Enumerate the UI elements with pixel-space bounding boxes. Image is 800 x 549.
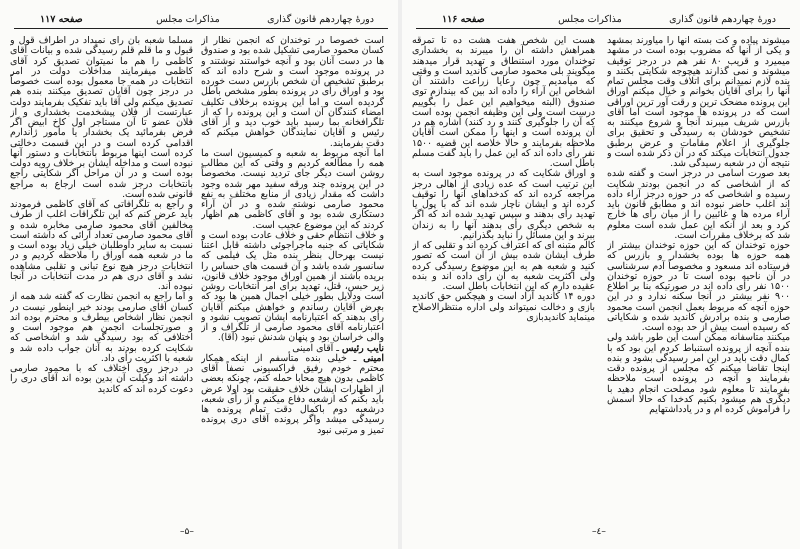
paragraph: و اوراق شکایت که در پرونده موجود است به این ترتیب است که عده زیادی از اهالی درجز مراجعه کرده اند که کدخداهای آنها را توقیف کرده اند و ایشان ناچار شده اند که با پول یا تهدید رأی بدهند و سپس تهدید شده اند که اگر به شخص دیگری رأی بدهند آنها را به زندان ببرند و این مسائل را نباید بگذرانیم. bbox=[412, 168, 595, 241]
page-footer-number: –۵– bbox=[180, 527, 194, 537]
text-column-right bbox=[607, 36, 790, 522]
paragraph: و خلاف انتظام حقی و خلاف عادت بوده است و شکایاتی که جنبه ماجراجوئی داشته قابل اعتنا نیست بهرحال بنظر بنده مثل یک فیلمی که سانسور شده باشد و آن قسمت های حساس را بریده باشند از همین اوراق موجود خلاف قانون، زیر حبس، قتل، تهدید برای امر انتخابات روشن است ودلایل بطور خیلی اجمال همین ها بود که بعرض آقایان رساندم و خواهش میکنم آقایان رأی بدهند که اعتبارنامه ایشان تصویب نشود و اعتبارنامه آقای محمود صارمی از تلگراف و از والی خراسان بود و پنهان شدنش نبود (آقا). bbox=[201, 229, 384, 344]
paragraph: مسلماً شعبه بآن رأی نمیداد در اطراف قول و قبول و ما قلم قلم رسیدگی شده و بیانات آقای کاظمی را هم ما نمیتوان تصدیق کرد آقای کاظمی میفرمایند مداخلات دولت در امر انتخابات در همه جا معمول بوده است خصوصاً در درجز چون آقایان تصدیق میکنند بنده هم تصدیق میکنم ولی آقا باید تفکیک بفرمایند دولت عبارتست از فلان پیشخدمت بخشداری و از فلان عضو تا آن مستاجر اول کاخ ابیض اگر فرض بفرمائید یک بخشدار یا مأمور ژاندارم اقدامی کرده است و در این قسمت دخالتی کرده است اینها مربوط بانتخابات و دستور آنها نبوده است و مداخله ایشان بر خلاف رویه دولت بوده است و در آن مراحل اگر شکایتی راجع بانتخابات درجز شده است ارجاع به مراجع قانونی شده است. bbox=[10, 36, 193, 200]
speaker-text: ـ آقای امینی bbox=[292, 342, 339, 354]
speaker-text: ـ خیلی بنده متأسفم از اینکه همکار محترم خودم رفیق فراکسیونی نصفاً آقای کاظمی بدون هیچ محابا حمله کنم، چونکه بعضی از اظهارات ایشان خلاف حقیقت بود اولا عرض باید بکنم که ازشعبه دفاع میکنم و از رأی شعبه، درشعبه دوم باکمال دقت تمام پرونده ها رسیدگی میشد واگر پرونده آقای دری پرونده تمیز و مرتبی نبود bbox=[201, 352, 384, 436]
speaker-line bbox=[201, 354, 384, 436]
text-column-right bbox=[201, 36, 384, 522]
header-title: مذاکرات مجلس bbox=[156, 14, 220, 25]
running-header bbox=[416, 12, 790, 29]
paragraph: کالم متبنه ای که اعتراف کرده اند و تقلبی که از طرف ایشان شده بیش از آن است که تصور کنید و شعبه هم به این موضوع رسیدگی کرده ولی اکثریت شعبه به آن رأی داده اند و بنده عقیده دارم که این انتخابات باطل است. bbox=[412, 240, 595, 292]
speaker-name: امینی bbox=[363, 352, 384, 364]
text-column-left bbox=[412, 36, 595, 522]
paragraph: است خصوصاً در توخندان که انجمن نظار از کسان محمود صارمی تشکیل شده بود و صندوق ها در دست آنان بود و آنچه خواستند نوشتند و در پرونده موجود است و شرح داده اند که برطبق تشخیص آن شخص بازرس دست خورده بود و اوراق رأی در پرونده بطور مشخص باطل گردیده است و اما این پرونده برخلاف تکلیف امضاء کنندگان آن است و این پرونده را که از تلگرافخانه بما رسید باید خوب دید و از آقای رئیس و آقایان نمایندگان خواهش میکنم که دقت بفرمایند. bbox=[201, 36, 384, 149]
paragraph: اما آنچه مربوط به شعبه و کمیسیون است ما همه را مطالعه کردیم و وقتی که این مطالب روشن است دیگر جای تردید نیست. مخصوصاً در این پرونده چند ورقه سفید مهر شده وجود داشت که مقدار زیادی از منابع مختلف به نفع محمود صارمی نوشته شده و در آن آراء دستکاری شده بود و آقای کاظمی هم اظهار کردند که این موضوع عجیب است. bbox=[201, 147, 384, 231]
paragraph: و اما راجع به انجمن نظارت که گفته شد همه از کسان آقای صارمی بودند خیر اینطور نیست در انجمن نظار اشخاص بیطرف و محترم بوده اند و صورتجلسات انجمن هم موجود است و اختلافی که بود رسیدگی شد و اشخاصی که شکایت کرده بودند به آنان جواب داده شد و شعبه با اکثریت رأی داد. bbox=[10, 291, 193, 364]
header-period: دورهٔ چهاردهم قانون گذاری bbox=[669, 14, 776, 25]
paragraph: در درجز روی اختلاف که با محمود صارمی داشته اند وکیلت آن بدین بوده اند آقای دری را دعوت کرده اند که کاندید bbox=[10, 363, 193, 395]
header-period: دورهٔ چهاردهم قانون گذاری bbox=[267, 14, 374, 25]
paragraph: و راجع به تلگرافاتی که آقای کاظمی فرمودند باید عرض کنم که این تلگرافات اغلب از طرف مخالفین آقای محمود صارمی مخابره شده و آقای محمود صارمی تعداد آرائی که داشته است نسبت به سایر داوطلبان خیلی زیاد بوده است و ما در شعبه همه اوراق را ملاحظه کردیم و در انتخابات درجز هیچ نوع تبانی و تقلبی مشاهده نشد و آقای دری هم در مدت انتخابات در آنجا نبوده اند. bbox=[10, 199, 193, 292]
paragraph: حوزه توخندان که این حوزه توخندان بیشتر از همه حوزه ها بوده بخشدار و بازرس که فرستاده اند مسعود و مخصوصاً آدم سرشناسی در آن ناحیه بوده است تا در حوزه توخندان ۱۵۰۰ نفر رأی داده اند در صورتیکه بنا بر اطلاع ۹۰۰ نفر بیشتر در آنجا سکنه ندارد و در این حوزه آنچه که مربوط بعمل انجمن است محمود صارمی و بنده برادرش کاندید شده و شکایاتی که رسیده است بیش از حد بوده است. bbox=[607, 240, 790, 333]
paragraph: دوره ۱۴ کاندید آزاد است و هیچکس حق کاندید بازی و دخالت نمیتواند ولی اداره منتظرالاصلاح مینماید کاندیدبازی bbox=[412, 291, 595, 323]
speaker-name: نایب رئیس bbox=[341, 342, 384, 354]
paragraph: هست این شخص هفت هشت ده تا تمرقه همراهش داشته آن را میبرند به بخشداری توخندان مورد استنطاق و تهدید قرار میدهند میگویند بلی محمود صارمی کاندید است و وقتی که میآمدیم چون رعایا زراعت داشتند آن اشخاص این آراء را داده اند بین که بیندازم توی صندوق (البته میخواهیم این عمل را بگوییم درست است ولی این وظیفه انجمن بوده است که آن را جلوگیری کنند و رد کنند) اشاره هم در آن پرونده است و اینها را ممکن است آقایان ملاحظه بفرمایند و حالا خلاصه این قضیه ۱۵۰۰ نفر رأی داده اند که این عمل را باید گفت مسلم باطل است. bbox=[412, 36, 595, 169]
page-footer-number: –٤– bbox=[592, 527, 606, 537]
text-column-left bbox=[10, 36, 193, 522]
paragraph: میشوند پیاده و کت بسته آنها را میآورند بمشهد و یکی از آنها که مضروب بوده است در مشهد میمیرد و قریب ۸۰ نفر هم در درجز توقیف میشوند و نمی گذارند هیچوجه شکایتی بکنند و بنده لازم نمیدانم برای اتلاف وقت مجلس تمام آنها را برای آقایان بخوانم و خیال میکنم اوراق این پرونده مضحک ترین و رقت آور ترین اوراقی است که در پرونده ها موجود است اما آقای بازرس شریف میبرند آنجا و شروع میکنند به تشخیص خودشان به رسیدگی و تحقیق برای جلوگیری از اعلام مقامات و عرض برطبق جدول انتخابات میکند که در آن ذکر شده است و نتیجه آن در شعبه رسیدگی شد. bbox=[607, 36, 790, 169]
page-117 bbox=[0, 0, 398, 549]
header-page-number: صفحه ۱۱۷ bbox=[40, 14, 83, 25]
header-title: مذاکرات مجلس bbox=[558, 14, 622, 25]
header-page-number: صفحه ۱۱۶ bbox=[442, 14, 485, 25]
paragraph: بعد صورت اسامی در درجز است و گفته شده که از اشخاصی که در انجمن بودند شکایت رسیده و اشخاصی که در حوزه درجز آراء داده اند اغلب حاضر نبوده اند و مطابق قانون باید آراء مرده ها و غائبین را از میان رأی ها خارج کرد و بعد از آنکه این عمل شده است معلوم شد که برخلاف مقررات است. bbox=[607, 168, 790, 241]
running-header bbox=[14, 12, 388, 29]
page-116 bbox=[402, 0, 800, 549]
paragraph: میکنند متاسفانه ممکن است این طور باشد ولی بنده آنچه از پرونده استنباط کردم این بود که با کمال دقت باید در این امر رسیدگی بشود و بنده اینجا تقاضا میکنم که مجلس از پرونده دقت بفرمایند و آنچه در پرونده است ملاحظه بفرمایند تا معلوم شود مصلحت انجام دهید با دیگری هم میشود بکنیم کدخدا که حالا اسمش را فراموش کرده ام و در یادداشتهایم bbox=[607, 332, 790, 415]
